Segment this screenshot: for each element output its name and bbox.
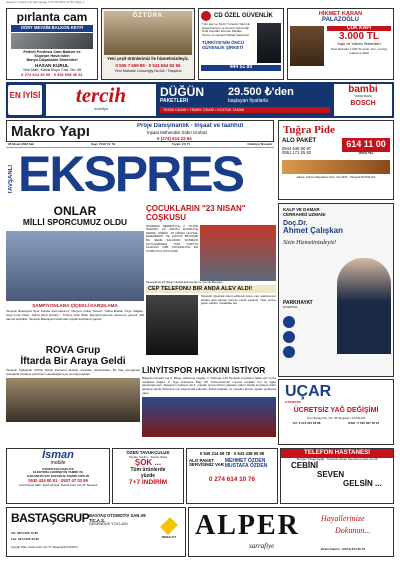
bastas-tel: Tel: 0274 626 10 38 <box>11 532 38 535</box>
masthead <box>6 143 274 201</box>
cocuklar-headline: ÇOCUKLARIN "23 NİSAN" COŞKUSU <box>146 205 246 222</box>
phone-icon <box>283 316 295 328</box>
ucar-logo-sub: OTOMOTİV <box>285 399 301 404</box>
ad-ucar-otomotiv[interactable] <box>278 379 394 445</box>
ad-hikmet-karan[interactable] <box>287 8 394 80</box>
cd-phone: 444 51 89 <box>201 65 281 71</box>
dugun-label: DÜĞÜN <box>160 85 204 99</box>
ad-makro-yapi[interactable] <box>6 120 274 142</box>
cd-slogan: GÜVENLİK ŞİRKETİ <box>202 45 244 51</box>
isman-line1: EVDEN EVE NAKLİYE <box>42 466 74 471</box>
bastas-address: Ayışığı Mah. Kutlu Cad. No:71 Tavşanlı/KÜTAHYA <box>11 546 78 549</box>
cd-line: Tüm Her Le Temiz Yönetim Yatırımlı <box>202 22 250 26</box>
bambi-sub: YATAK BAZA <box>354 94 372 98</box>
ad-pirlanta-cam[interactable] <box>6 8 98 80</box>
story-onlar[interactable] <box>6 205 144 360</box>
linyit-body: Bölgesel Amatör Lig 6. Bölge yükselme maçları 1. bitirmişe 160 Tavşanlı Linyitspor hakkı için uymu cezalarla doğdu. 3. Lige yükselme Play Off Yüzüncüsünün mevcut kuralları her üç ligde tamamlanmıştı. Tavşanlı Linyitspor da 1. maçtan sonra birinci yükselen takım olarak Linyitspor lideri gösterip tekrar ilerlemek için başvuruda bulundu. Kulüp başkanı ve yönetim kurulu üyeleri açıklama yaptı. <box>142 376 276 395</box>
ucar-gsm: GSM : 0 532 567 58 15 <box>348 421 380 426</box>
doctor-photo <box>337 258 391 354</box>
alper-logo: ALPER <box>195 510 300 541</box>
pirlanta-line: Pedleli Perdesiz Cam Balkon ve <box>23 49 81 54</box>
tugra-phone2: 0551 171 25 82 <box>282 150 312 156</box>
dugun-price: 29.500 ₺'den <box>228 86 294 98</box>
ucar-logo: UÇAR <box>285 383 332 400</box>
hikmet-brand: PALAZOĞLU <box>322 17 359 24</box>
ozturk-line: Yeni çeşit ürünlerimiz ile hizmetinizdeyiz. <box>107 56 189 61</box>
ad-mehmet-ozden[interactable] <box>186 448 278 504</box>
pirlanta-title: pırlanta cam <box>16 10 88 24</box>
isman-phones: 0530 434 00 91 · 0537 47 03 59 <box>28 478 88 484</box>
guard-photo <box>257 23 281 63</box>
ahmet-kicker1: KALP VE DAMAR <box>283 207 320 212</box>
alper-sub: sarrafiye <box>249 542 275 550</box>
bosch-logo: BOSCH <box>350 99 376 107</box>
banner-tercih[interactable] <box>6 82 394 118</box>
alper-slogan1: Hayallerinize <box>321 514 365 523</box>
paketleri-label: PAKETLERİ <box>160 98 188 104</box>
children-photo <box>200 225 276 281</box>
bastas-company: BASTAŞ OTOMOTİV SAN.VE TİC.A.Ş. <box>89 513 147 523</box>
ozen-line2: Toptan Üretim · Toptan Satış <box>129 454 167 459</box>
bambi-logo: bambi <box>348 84 378 95</box>
alper-slogan2: Dokunun... <box>335 526 371 535</box>
issue-date: 26 Nisan 2022 Salı <box>8 143 35 146</box>
pirlanta-line: Banyo Düşakabin Sistemleri <box>26 58 78 63</box>
onlar-body: Tavşanlı Belediyesi Spor Kulübü sporcularımız; Meryem Gülay Tamam, Yasna Budak, Özge Sağlam, Asya Fırat Aslan, Sahra Ebru Ertekin... Türkiye Kick Boks Şampiyonası'nda dereceye girerek milli takıma seçildiler. Tavşanlı Belediyesi tarafından çiçekli karşılama yapıldı. <box>6 309 144 321</box>
ad-telefon-hastanesi[interactable] <box>280 448 394 504</box>
ad-ozturk[interactable] <box>101 8 195 80</box>
dugun-price-sub: başlayan fiyatlarla <box>228 98 269 104</box>
issue-number: Sayı: 7219 Yıl: 54 <box>90 143 116 146</box>
issue-tag: Kütahya Tavşanlı <box>247 143 272 146</box>
cd-slogan: TÜRKİYE'NİN ÖNCÜ <box>202 40 245 46</box>
onlar-caption: ŞAMPİYONLARA ÇİÇEKLİ KARŞILAMA <box>32 303 118 309</box>
ad-bastas-grup[interactable] <box>6 507 186 557</box>
mehmet-phone: 0 274 614 10 76 <box>208 475 256 483</box>
dugun-block <box>160 85 330 115</box>
hikmet-badge: ÇÜK KAPI <box>327 26 391 32</box>
cep-headline: CEP TELEFONU BIR ANDA ALEV ALDI! <box>146 285 276 293</box>
isman-line2: ELEKTRİKLİ BORŞEYİN TAMİRİ VE <box>33 470 83 475</box>
makro-title: Makro Yapı <box>11 123 90 140</box>
ozen-line4: yüzde <box>140 472 156 479</box>
mehmet-phones: 0 545 214 58 78 · 0 543 438 95 98 <box>199 451 265 456</box>
rova-headline1: ROVA Grup <box>45 345 101 356</box>
renault-logo <box>157 516 181 546</box>
balcony-photo <box>11 33 93 49</box>
makro-line2: İnşaat Mühendisi Sabri Gürbüz <box>147 130 208 135</box>
hospital-logo: PARKHAYAT <box>283 300 313 306</box>
renault-label: RENAULT <box>161 535 177 539</box>
issue-price: Fiyatı: 2,5 TL <box>172 143 191 146</box>
en-iyisi-label: EN İYİSİ <box>9 91 41 100</box>
isman-sub: mobile <box>50 460 66 467</box>
bastas-logo: BASTAŞGRUP <box>11 511 90 525</box>
tercih-sub: mobilya <box>94 106 108 112</box>
onlar-headline2: MİLLİ SPORCUMUZ OLDU <box>22 217 128 228</box>
ozen-line3: Tüm ürünlerde <box>130 467 166 474</box>
tugra-phone1: 0544 648 90 97 <box>282 145 312 151</box>
telefon-word1: CEBİNİ <box>291 461 319 471</box>
telefon-sub: Bozgan Pasajı Aşağı · Tavşanlı Adnan Menderes Cad. No:35 <box>296 456 378 461</box>
tercih-title: tercih <box>75 84 127 107</box>
ucar-headline: ÜCRETSİZ YAĞ DEĞİŞİMİ <box>293 407 379 415</box>
cocuklar-note: Tavşanlı'da 23 Nisan Ulusal Egemenlik ve Çocuk Bayramı <box>146 279 223 283</box>
ozturk-sign: ÖZTÜRK <box>132 13 164 19</box>
telefon-word2: SEVEN <box>317 470 345 480</box>
isman-line3: GARANTİSİ SAT PAZARLIK TAMİRİ YAPILIR <box>26 473 90 478</box>
bambi-bosch <box>334 84 392 116</box>
pirlanta-line: Küpeşte Hava Isleri <box>34 53 70 58</box>
pirlanta-owner: HASAN KURUL <box>35 63 69 69</box>
bastas-fax: Fax: 0274 626 10 93 <box>11 538 39 541</box>
ahmet-welcome: Sizin Hizmetinizdeyiz! <box>283 240 337 247</box>
telefon-word3: GELSİN ... <box>343 479 382 488</box>
cd-line: Sonuç ve Güvenli Olarak Sistemleri <box>202 32 250 37</box>
makro-phone: 0 (274) 614 22 64 <box>157 136 192 141</box>
ahmet-kicker2: CERRAHİSİ UZMANI <box>283 211 326 217</box>
print-header: tavşanl 1 sayfa 1(1).Monopage 1 25.04.2022 17:55 Page 1 <box>6 1 85 4</box>
ucar-address: Yeni Sanayi Sit. No: 46 Tavşanlı / KÜTAHYA <box>306 415 366 420</box>
mehmet-label1: ALO PAKET <box>189 457 215 463</box>
tugra-sub: ALO PAKET <box>282 138 317 145</box>
cd-line: Organizasyon ve Sonsuz Güvenliği <box>202 25 249 30</box>
bastas-dealer: DESENDÜS YOL'LASI <box>89 522 128 526</box>
onlar-headline1: ONLAR <box>53 205 97 218</box>
shield-icon <box>201 11 211 21</box>
telefon-header: TELEFON HASTANESİ <box>281 449 393 458</box>
masthead-city: TAVŞANLI <box>8 165 14 195</box>
hikmet-note: Özel Hazırları 1.000 TL tümü, tüm, montaj, malzeme dahil <box>330 47 388 55</box>
isman-address: Cumhuriyet Mah. Şehit Ali Sok. Teknik Cad. No:42 Tavşanlı <box>18 482 98 487</box>
linyit-photo <box>142 397 276 437</box>
rova-headline2: İftarda Bir Araya Geldi <box>20 356 126 367</box>
pirlanta-subtitle: DÖRT MEVSİM BALKON KEYFİ <box>11 25 93 32</box>
ozen-sok: ŞOK ... <box>134 458 162 468</box>
phone-photo <box>146 295 198 355</box>
cd-title: CD ÖZEL GÜVENLİK <box>214 12 273 19</box>
masthead-title: EKSPRES <box>18 146 243 201</box>
ad-cd-guvenlik[interactable] <box>198 8 284 80</box>
ad-isman-mobile[interactable] <box>6 448 110 504</box>
tugra-title: Tuğra Pide <box>283 124 335 136</box>
mehmet-name1: MEHMET ÖZDEN <box>224 457 266 464</box>
ad-ozen-tavukculuk[interactable] <box>112 448 184 504</box>
mehmet-name2: MUSTAFA ÖZDEN <box>224 463 268 470</box>
ucar-tel: Tel: 0 274 615 28 88 <box>292 421 321 426</box>
tercih-logo <box>46 84 156 116</box>
hikmet-title: HİKMET KARAN <box>318 11 363 17</box>
alper-footer: Ezanı Camisi - (0274) 614 66 15 <box>321 548 366 551</box>
isman-logo: İsman <box>42 449 74 461</box>
ad-tugra-pide[interactable] <box>278 120 394 200</box>
contact-icons <box>283 316 333 368</box>
renault-diamond-icon <box>160 517 178 535</box>
cocuklar-body: PANDEMİ NEDENİYLE 2 YILDIR İSLENDİ. KÜ KENTLİ ETMALİYE HEDEF GİRDİK. 23 NİSAN ULUSAL EGEMENLİK VE ÇOCUK BAYRAMI BU SENE SALGININ SONRASI KUTLANIRKEN TÜM YURTTA OLDUĞU GİBİ TAVŞANLI'DA DA COŞKUYLA KUTLANDI. <box>146 223 198 253</box>
ad-alper-sarrafiye[interactable] <box>188 507 394 557</box>
tugra-note: VİPAŞ TEL <box>358 150 374 155</box>
hikmet-price: 3.000 TL <box>338 31 380 43</box>
rova-body: Tavşanlı Çalışanlar ROVA Tekstil Personel Akhisar Çalışılan düzenlediler. Bu iftar yemeğinde Çalışanlar Kütahya şehrinden vatandaşlar aynı yemeği paylaştı. <box>6 368 140 376</box>
instagram-icon <box>283 331 295 343</box>
shop-photo <box>104 11 192 55</box>
en-iyisi-badge <box>8 85 42 115</box>
hikmet-sub: Kapı ve Yalıtım Sistemleri <box>337 42 381 47</box>
iftar-photo <box>6 378 140 422</box>
ahmet-title: Doç.Dr. <box>283 219 308 227</box>
cep-body: Tavşanlı ilçesinde kanıt edilmek üzere cep telefonunun aniden alev alması sonucu panik yaşandı. Olay yerine gelen ekipler müdahale etti. <box>201 294 276 306</box>
ozturk-phone: 0 506 7 659 88 - 0 541 664 93 56 <box>115 62 181 68</box>
cd-line: Özel Kayıtları Zorunlu Fakülte <box>202 29 242 34</box>
web-icon <box>283 346 295 358</box>
ozen-line5: 7+7 İNDİRİM <box>128 479 168 487</box>
story-cep-telefonu[interactable] <box>146 285 276 365</box>
makro-line1: Proje Danışmanlık - İnşaat ve taahhüt <box>137 123 244 129</box>
ad-ahmet-caliskan[interactable] <box>278 203 394 377</box>
ozen-line1: ÖZEN TAVUKÇULUK <box>126 450 170 455</box>
ahmet-name: Ahmet Çalışkan <box>283 226 344 236</box>
pirlanta-phone: 0 274 614 33 00 · 0 532 658 36 51 <box>21 71 83 77</box>
story-rova[interactable] <box>6 345 140 445</box>
linyit-headline: LİNYİTSPOR HAKKINI İSTİYOR <box>142 366 266 375</box>
door-photo <box>290 26 324 66</box>
tugra-address: Adres: Adnan Menderes Sok. No:31/D - Tavşanlı/KÜTAHYA <box>296 174 376 179</box>
athletes-photo <box>6 231 144 301</box>
ozturk-address: Yeni Mahalle Lüzumgiy No:68 / Tavşanlı <box>114 69 182 74</box>
mehmet-label2: SERVİSİMİZ VAR <box>189 462 224 468</box>
dugun-tags: YATAK ODASI • YEMEK ODASI • KOLTUK TAKIMI <box>160 107 330 113</box>
hospital-sub: HOSPITAL <box>283 306 298 309</box>
tugra-phone-big: 614 11 00 <box>342 138 390 152</box>
pirlanta-address: Yeni Mah. Kanal Boyu Cad. No: 46 <box>22 68 82 73</box>
story-cocuklar[interactable] <box>146 205 276 283</box>
pide-photo <box>282 160 390 174</box>
